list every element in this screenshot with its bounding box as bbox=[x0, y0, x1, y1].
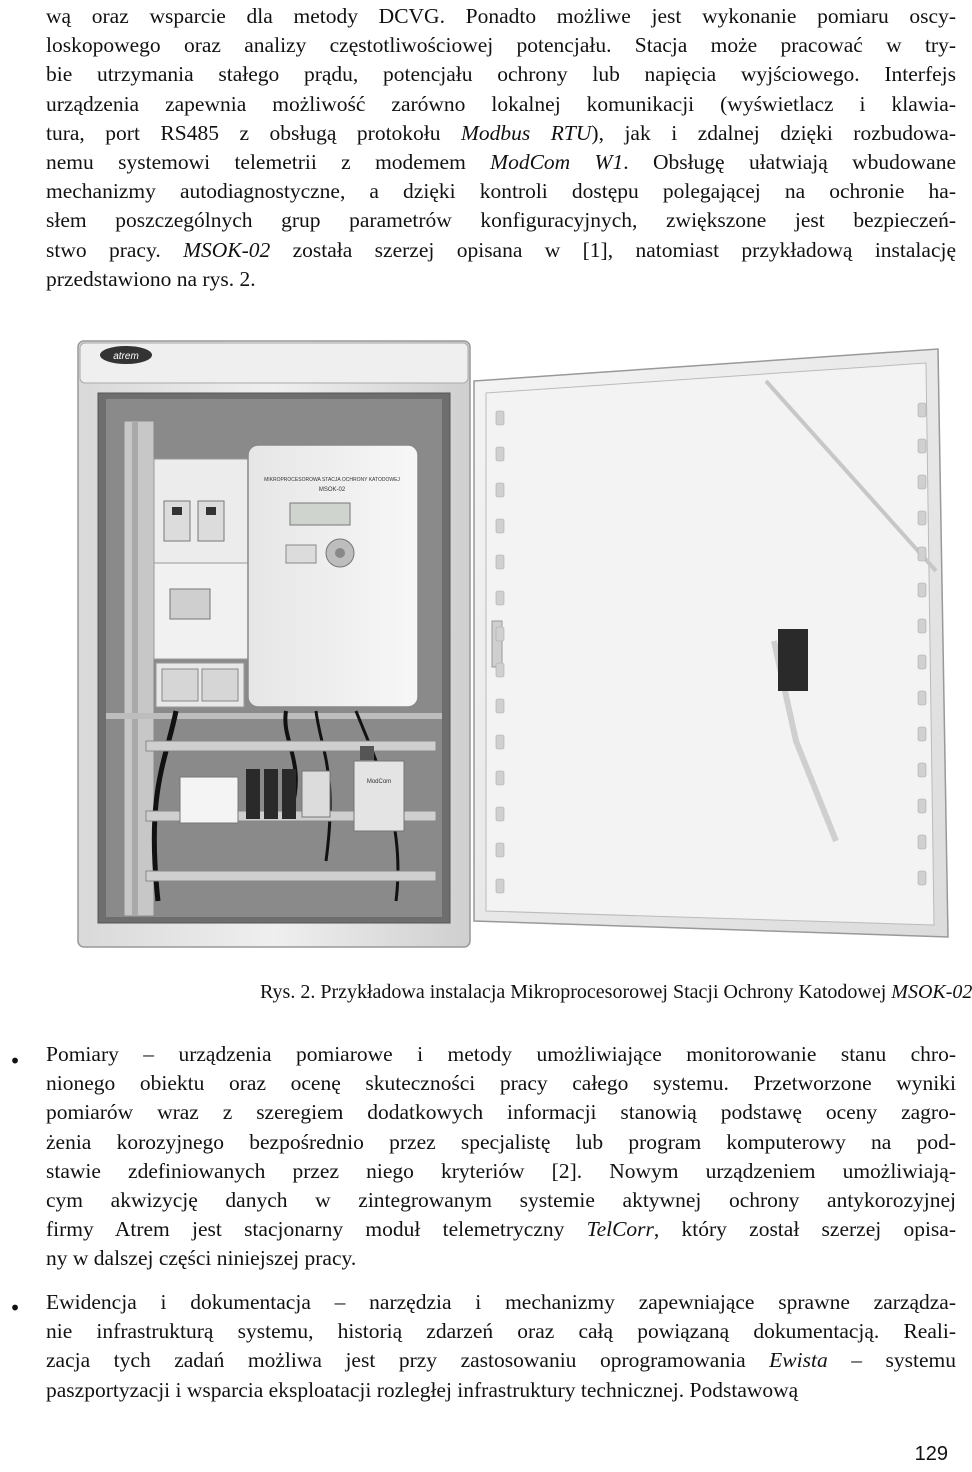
text-run: mechanizmy autodiagnostyczne, a dzięki kontroli dostępu polegającej na ochronie ha- bbox=[46, 179, 956, 204]
text-run: firmy Atrem jest stacjonarny moduł telemetryczny bbox=[46, 1217, 587, 1242]
text-line bbox=[46, 1215, 956, 1244]
text-line bbox=[46, 60, 956, 89]
text-run: nionego obiektu oraz ocenę skuteczności pracy całego systemu. Przetworzone wyniki bbox=[46, 1071, 956, 1096]
text-line bbox=[46, 206, 956, 235]
device-label: MIKROPROCESOROWA STACJA OCHRONY KATODOWEJ bbox=[264, 477, 400, 483]
text-run: słem poszczególnych grup parametrów konfiguracyjnych, zwiększone jest bezpieczeń- bbox=[46, 208, 956, 233]
italic-term: MSOK-02 bbox=[183, 237, 271, 262]
italic-term: TelCorr bbox=[586, 1217, 654, 1242]
text-run: , który został szerzej opisa- bbox=[653, 1217, 956, 1242]
text-line bbox=[46, 1040, 956, 1069]
text-line bbox=[46, 1186, 956, 1215]
cabinet bbox=[78, 341, 470, 947]
text-run: stwo pracy. bbox=[46, 237, 184, 262]
text-run: ny w dalszej części niniejszej pracy. bbox=[46, 1246, 357, 1271]
text-line bbox=[46, 2, 956, 31]
text-line bbox=[46, 1128, 956, 1157]
text-run: nemu systemowi telemetrii z modemem bbox=[46, 149, 491, 174]
text-run: – systemu bbox=[827, 1348, 956, 1373]
text-run: loskopowego oraz analizy częstotliwościowej potencjału. Stacja może pracować w try- bbox=[46, 33, 956, 58]
caption-text: Rys. 2. Przykładowa instalacja Mikroprocesorowej Stacji Ochrony Katodowej bbox=[260, 981, 892, 1003]
paragraph-intro bbox=[46, 2, 956, 294]
text-line bbox=[46, 148, 956, 177]
text-line bbox=[46, 1317, 956, 1346]
bullet-paragraph-pomiary bbox=[46, 1040, 956, 1274]
text-run: tura, port RS485 z obsługą protokołu bbox=[46, 120, 462, 145]
page-number: 129 bbox=[914, 1443, 948, 1465]
text-run: została szerzej opisana w [1], natomiast przykładową instalację bbox=[270, 237, 957, 262]
text-run: bie utrzymania stałego prądu, potencjału ochrony lub napięcia wyjściowego. Interfejs bbox=[46, 62, 956, 87]
cabinet-logo: atrem bbox=[113, 351, 139, 362]
caption-italic: MSOK-02 bbox=[891, 981, 972, 1003]
text-run: paszportyzacji i wsparcia eksploatacji rozległej infrastruktury technicznej. Podstawową bbox=[46, 1377, 799, 1402]
italic-term: ModCom W1 bbox=[490, 149, 624, 174]
device-display bbox=[290, 503, 350, 525]
figure-caption bbox=[260, 981, 972, 1004]
text-line bbox=[46, 177, 956, 206]
bullet-icon: • bbox=[9, 1049, 21, 1073]
device-model: MSOK-02 bbox=[318, 487, 346, 493]
bullet-icon: • bbox=[9, 1296, 21, 1320]
text-line bbox=[46, 1157, 956, 1186]
bullet-paragraph-ewidencja bbox=[46, 1288, 956, 1405]
text-line bbox=[46, 31, 956, 60]
text-line bbox=[46, 265, 956, 294]
text-line bbox=[46, 1376, 956, 1405]
text-run: urządzenia zapewnia możliwość zarówno lokalnej komunikacji (wyświetlacz i klawia- bbox=[46, 91, 956, 116]
text-run: ), jak i zdalnej dzięki rozbudowa- bbox=[591, 120, 956, 145]
text-run: wą oraz wsparcie dla metody DCVG. Ponadto możliwe jest wykonanie pomiaru oscy- bbox=[46, 4, 956, 28]
text-run: przedstawiono na rys. 2. bbox=[46, 266, 256, 291]
text-run: Pomiary – urządzenia pomiarowe i metody umożliwiające monitorowanie stanu chro- bbox=[46, 1042, 956, 1066]
text-line bbox=[46, 1346, 956, 1375]
text-line bbox=[46, 1288, 956, 1317]
text-run: pomiarów wraz z szeregiem dodatkowych informacji stanowią podstawę oceny zagro- bbox=[46, 1100, 956, 1125]
figure-cabinet-photo bbox=[76, 341, 952, 953]
modem-label: ModCom bbox=[366, 779, 392, 785]
text-line bbox=[46, 1098, 956, 1127]
italic-term: Modbus RTU bbox=[461, 120, 592, 145]
italic-term: Ewista bbox=[769, 1348, 828, 1373]
text-line bbox=[46, 236, 956, 265]
cabinet-door bbox=[474, 349, 948, 937]
text-run: nie infrastrukturą systemu, historią zdarzeń oraz całą powiązaną dokumentacją. Reali- bbox=[46, 1319, 956, 1344]
text-run: zacja tych zadań możliwa jest przy zastosowaniu oprogramowania bbox=[46, 1348, 770, 1373]
text-run: . Obsługę ułatwiają wbudowane bbox=[623, 149, 956, 174]
text-run: stawie zdefiniowanych przez niego kryteriów [2]. Nowym urządzeniem umożliwiają- bbox=[46, 1158, 956, 1183]
text-run: cym akwizycję danych w zintegrowanym systemie aktywnej ochrony antykorozyjnej bbox=[46, 1187, 956, 1212]
modem-module bbox=[354, 761, 404, 831]
text-run: Ewidencja i dokumentacja – narzędzia i mechanizmy zapewniające sprawne zarządza- bbox=[46, 1290, 956, 1314]
text-line bbox=[46, 1244, 956, 1273]
text-line bbox=[46, 1069, 956, 1098]
text-line bbox=[46, 119, 956, 148]
door-latch bbox=[778, 629, 808, 691]
text-run: żenia korozyjnego bezpośrednio przez specjalistę lub program komputerowy na pod- bbox=[46, 1129, 956, 1154]
text-line bbox=[46, 90, 956, 119]
